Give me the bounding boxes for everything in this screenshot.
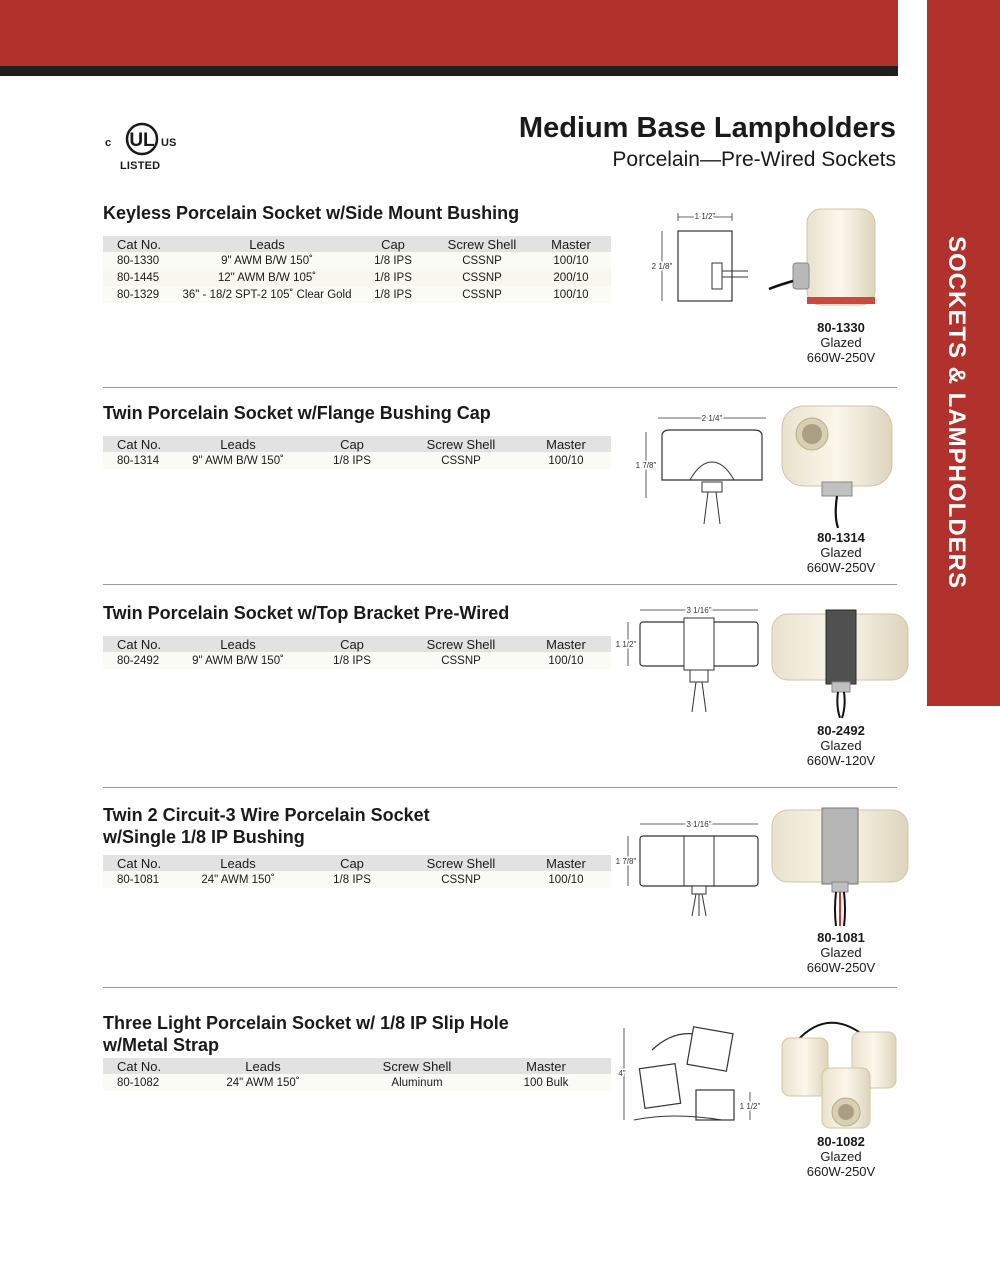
col-header: Cap	[303, 636, 401, 652]
page-subtitle: Porcelain—Pre-Wired Sockets	[612, 148, 896, 171]
col-header: Screw Shell	[401, 436, 521, 452]
cell-cat: 80-2492	[103, 652, 173, 669]
caption-cat-no: 80-1081	[817, 930, 865, 945]
section-title-line2: w/Metal Strap	[103, 1035, 220, 1055]
dimension-drawing	[612, 814, 762, 920]
cell-master: 100/10	[521, 452, 611, 469]
dim-height: 4"	[618, 1069, 626, 1078]
dim-height: 2 1/8"	[651, 262, 673, 271]
ul-c-mark: c	[105, 137, 112, 149]
cell-cat: 80-1081	[103, 871, 173, 888]
caption-rating: 660W-250V	[806, 1164, 876, 1179]
header-band	[0, 0, 898, 66]
caption-cat-no: 80-1082	[817, 1134, 865, 1149]
col-header: Screw Shell	[401, 855, 521, 871]
cell-cap: 1/8 IPS	[353, 252, 433, 269]
col-header: Cat No.	[103, 1058, 173, 1074]
side-tab-label: SOCKETS & LAMPHOLDERS	[943, 236, 970, 590]
cell-shell: CSSNP	[433, 252, 531, 269]
cell-cap: 1/8 IPS	[303, 452, 401, 469]
cell-cap: 1/8 IPS	[303, 871, 401, 888]
col-header: Screw Shell	[401, 636, 521, 652]
section-title: Twin Porcelain Socket w/Flange Bushing Cap	[103, 403, 491, 423]
dimension-drawing	[612, 1016, 762, 1128]
table-row	[103, 452, 611, 469]
col-header: Cat No.	[103, 855, 173, 871]
header-rule	[0, 66, 898, 76]
dim-width: 1 1/2"	[694, 212, 716, 221]
section-title: Keyless Porcelain Socket w/Side Mount Bushing	[103, 203, 520, 223]
cell-shell: CSSNP	[401, 652, 521, 669]
dim-width: 3 1/16"	[686, 820, 712, 829]
caption-rating: 660W-250V	[806, 960, 876, 975]
caption-cat-no: 80-2492	[817, 723, 865, 738]
spec-table	[103, 855, 611, 888]
cell-cap: 1/8 IPS	[353, 286, 433, 303]
cell-leads: 9" AWM B/W 150˚	[173, 652, 303, 669]
cell-leads: 9" AWM B/W 150˚	[173, 452, 303, 469]
product-caption	[781, 723, 901, 768]
col-header: Master	[521, 636, 611, 652]
col-header: Master	[481, 1058, 611, 1074]
product-caption	[781, 930, 901, 975]
dim-width: 2 1/4"	[701, 414, 723, 423]
cell-cat: 80-1314	[103, 452, 173, 469]
col-header: Master	[521, 855, 611, 871]
spec-table	[103, 1058, 611, 1091]
col-header: Master	[521, 436, 611, 452]
dim-width: 3 1/16"	[686, 606, 712, 615]
section-divider	[103, 787, 897, 788]
col-header: Cat No.	[103, 436, 173, 452]
cell-leads: 24" AWM 150˚	[173, 871, 303, 888]
cell-leads: 24" AWM 150˚	[173, 1074, 353, 1091]
table-row	[103, 1074, 611, 1091]
caption-rating: 660W-250V	[806, 560, 876, 575]
caption-finish: Glazed	[820, 738, 862, 753]
col-header: Leads	[181, 236, 353, 252]
cell-cat: 80-1082	[103, 1074, 173, 1091]
spec-table	[103, 436, 611, 469]
table-row	[103, 652, 611, 669]
caption-rating: 660W-250V	[806, 350, 876, 365]
cell-shell: CSSNP	[433, 269, 531, 286]
cell-shell: CSSNP	[401, 452, 521, 469]
spec-table	[103, 236, 611, 303]
table-row	[103, 871, 611, 888]
col-header: Screw Shell	[353, 1058, 481, 1074]
col-header: Leads	[173, 436, 303, 452]
cell-master: 100/10	[531, 286, 611, 303]
spec-table	[103, 636, 611, 669]
col-header: Cat No.	[103, 636, 173, 652]
caption-rating: 660W-120V	[806, 753, 876, 768]
cell-master: 100/10	[521, 652, 611, 669]
cell-leads: 9" AWM B/W 150˚	[181, 252, 353, 269]
section-divider	[103, 987, 897, 988]
dimension-drawing	[630, 406, 770, 528]
col-header: Master	[531, 236, 611, 252]
cell-leads: 12" AWM B/W 105˚	[181, 269, 353, 286]
dim-height: 1 1/2"	[615, 640, 637, 649]
cell-cat: 80-1445	[103, 269, 181, 286]
table-row	[103, 252, 611, 269]
caption-finish: Glazed	[820, 545, 862, 560]
col-header: Leads	[173, 1058, 353, 1074]
caption-finish: Glazed	[820, 335, 862, 350]
product-photo	[770, 608, 910, 718]
cell-master: 100 Bulk	[481, 1074, 611, 1091]
cell-master: 200/10	[531, 269, 611, 286]
caption-cat-no: 80-1330	[817, 320, 865, 335]
cell-master: 100/10	[521, 871, 611, 888]
section-divider	[103, 387, 897, 388]
caption-finish: Glazed	[820, 1149, 862, 1164]
page-title: Medium Base Lampholders	[518, 112, 896, 144]
dim-height: 1 7/8"	[615, 857, 637, 866]
col-header: Screw Shell	[433, 236, 531, 252]
ul-listed-text: LISTED	[120, 160, 161, 172]
caption-finish: Glazed	[820, 945, 862, 960]
dimension-drawing	[612, 600, 762, 720]
table-row	[103, 269, 611, 286]
section-title: Twin 2 Circuit-3 Wire Porcelain Socket	[103, 805, 430, 825]
col-header: Cap	[303, 436, 401, 452]
product-caption	[781, 530, 901, 575]
cell-cat: 80-1329	[103, 286, 181, 303]
section-title: Twin Porcelain Socket w/Top Bracket Pre-Wired	[103, 603, 510, 623]
col-header: Cap	[353, 236, 433, 252]
col-header: Cap	[303, 855, 401, 871]
col-header: Leads	[173, 855, 303, 871]
cell-master: 100/10	[531, 252, 611, 269]
dim-height-2: 1 1/2"	[739, 1102, 761, 1111]
cell-leads: 36" - 18/2 SPT-2 105˚ Clear Gold	[181, 286, 353, 303]
section-divider	[103, 584, 897, 585]
section-title-line2: w/Single 1/8 IP Bushing	[103, 827, 305, 847]
product-photo	[766, 1012, 912, 1132]
cell-shell: Aluminum	[353, 1074, 481, 1091]
table-row	[103, 286, 611, 303]
dim-height: 1 7/8"	[635, 461, 657, 470]
product-caption	[781, 320, 901, 365]
caption-cat-no: 80-1314	[817, 530, 865, 545]
section-title: Three Light Porcelain Socket w/ 1/8 IP Slip Hole	[103, 1013, 509, 1033]
col-header: Leads	[173, 636, 303, 652]
cell-cap: 1/8 IPS	[303, 652, 401, 669]
product-photo	[765, 203, 905, 321]
product-photo	[772, 398, 902, 528]
col-header: Cat No.	[103, 236, 181, 252]
cell-cap: 1/8 IPS	[353, 269, 433, 286]
product-caption	[781, 1134, 901, 1179]
product-photo	[770, 806, 910, 926]
ul-mark: UL	[129, 130, 155, 151]
cell-cat: 80-1330	[103, 252, 181, 269]
dimension-drawing	[648, 205, 760, 315]
ul-us-mark: US	[161, 137, 177, 149]
cell-shell: CSSNP	[433, 286, 531, 303]
cell-shell: CSSNP	[401, 871, 521, 888]
